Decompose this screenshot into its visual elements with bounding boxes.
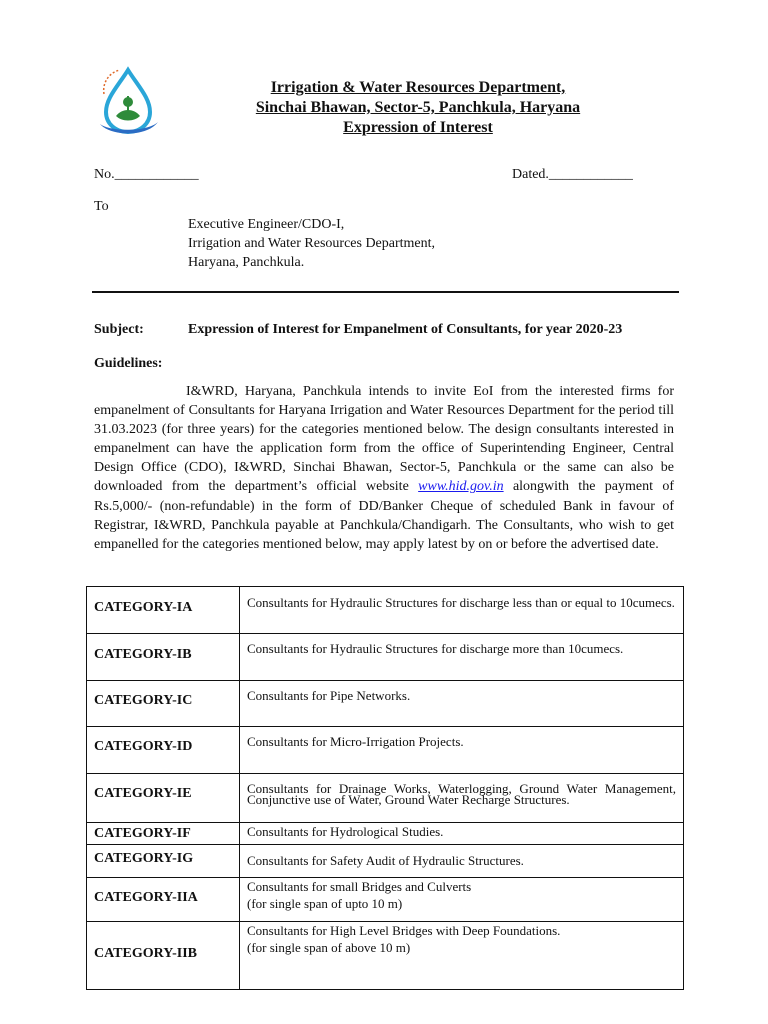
guidelines-label: Guidelines: [94,356,163,371]
divider [92,291,679,293]
table-row [87,845,684,878]
category-code: CATEGORY-IIB [94,946,197,961]
category-code: CATEGORY-IC [94,693,193,708]
category-description: Consultants for Hydraulic Structures for discharge more than 10cumecs. [247,641,624,656]
table-row [87,634,684,681]
to-label: To [94,199,109,214]
address-line: Executive Engineer/CDO-I, [188,217,345,232]
table-row [87,681,684,727]
paragraph-text: alongwith the payment of Rs.5,000/- (non-refundable) in the form of DD/Banker Cheque of scheduled Bank in favour of Registrar, I&WRD, Panchkula payable at Panchkula/Chandigarh. The Consultants, who wish to get empanelled for the categories mentioned below, may apply latest by on or before the advertised date. [94,479,674,552]
department-logo-icon [96,66,160,140]
category-description: Consultants for Hydraulic Structures for discharge less than or equal to 10cumecs. [247,595,675,610]
subject-text: Expression of Interest for Empanelment of Consultants, for year 2020-23 [188,322,623,337]
address-line: Haryana, Panchkula. [188,255,305,270]
category-code: CATEGORY-IF [94,826,191,841]
category-code: CATEGORY-IIA [94,890,198,905]
paragraph-text: I&WRD, Haryana, Panchkula intends to invite EoI from the interested firms for empanelment of Consultants for Haryana Irrigation and Water Resources Department for the period till 31.03.2023 (for three years) for the categories mentioned below. The design consultants interested in empanelment can have the application form from the office of Superintending Engineer, Central Design Office (CDO), I&WRD, Sinchai Bhawan, Sector-5, Panchkula or the same can also be downloaded from the department’s official website [94,384,674,495]
table-row [87,587,684,634]
category-code: CATEGORY-IB [94,647,192,662]
letter-number: No.____________ [94,167,199,182]
category-code: CATEGORY-IG [94,851,194,866]
table-row [87,878,684,922]
website-link[interactable]: www.hid.gov.in [418,479,504,495]
category-description: Consultants for Safety Audit of Hydraulic Structures. [247,853,524,868]
category-description: Consultants for small Bridges and Culverts [247,879,472,894]
category-code: CATEGORY-ID [94,739,193,754]
table-row [87,774,684,823]
category-description: Consultants for Drainage Works, Waterlogging, Ground Water Management, Conjunctive use of Water, Ground Water Recharge Structures. [247,781,676,807]
address-line: Irrigation and Water Resources Department, [188,236,436,251]
category-code: CATEGORY-IA [94,600,193,615]
category-description: Consultants for High Level Bridges with Deep Foundations. [247,923,561,938]
category-span-note: (for single span of upto 10 m) [247,896,403,911]
table-row [87,727,684,774]
category-code: CATEGORY-IE [94,786,192,801]
table-row [87,922,684,990]
subject-label: Subject: [94,322,144,337]
categories-table [86,586,684,990]
category-span-note: (for single span of above 10 m) [247,940,411,955]
letter-date: Dated.____________ [512,167,633,182]
table-row [87,823,684,845]
category-description: Consultants for Micro-Irrigation Projects. [247,734,464,749]
category-description: Consultants for Pipe Networks. [247,688,411,703]
guidelines-paragraph [94,382,674,554]
category-description: Consultants for Hydrological Studies. [247,824,444,839]
department-name: Irrigation & Water Resources Department, [270,79,566,96]
department-address: Sinchai Bhawan, Sector-5, Panchkula, Haryana [255,99,581,116]
document-title: Expression of Interest [343,119,493,136]
